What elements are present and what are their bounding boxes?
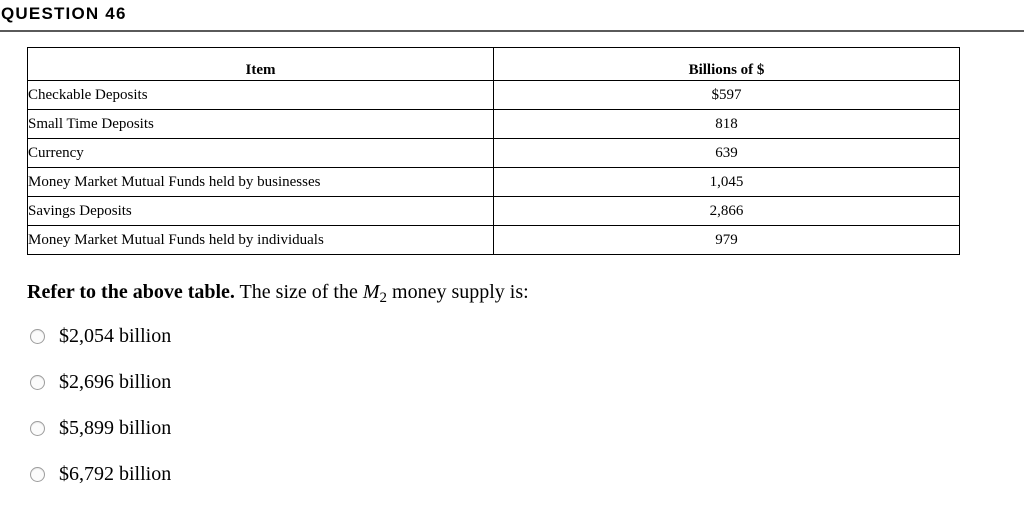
question-title: QUESTION 46 bbox=[1, 4, 127, 23]
radio-button[interactable] bbox=[30, 467, 45, 482]
radio-button[interactable] bbox=[30, 329, 45, 344]
header-item: Item bbox=[28, 48, 494, 81]
question-prompt bbox=[27, 281, 529, 307]
row-item: Checkable Deposits bbox=[28, 81, 494, 110]
answer-option[interactable] bbox=[30, 415, 171, 441]
table-row bbox=[28, 110, 960, 139]
table-header-row bbox=[28, 48, 960, 81]
header-value: Billions of $ bbox=[494, 48, 960, 81]
answer-label: $6,792 billion bbox=[59, 462, 172, 485]
row-value: 2,866 bbox=[494, 197, 960, 226]
prompt-text-before: The size of the bbox=[234, 281, 363, 303]
table-row bbox=[28, 168, 960, 197]
row-value: 979 bbox=[494, 226, 960, 255]
prompt-variable: $M_2$ bbox=[362, 281, 388, 306]
table-row bbox=[28, 139, 960, 168]
question-header bbox=[0, 0, 1024, 32]
row-item: Small Time Deposits bbox=[28, 110, 494, 139]
radio-button[interactable] bbox=[30, 421, 45, 436]
table-row bbox=[28, 226, 960, 255]
row-item: Savings Deposits bbox=[28, 197, 494, 226]
answer-label: $5,899 billion bbox=[59, 416, 172, 439]
row-value: $597 bbox=[494, 81, 960, 110]
answer-option[interactable] bbox=[30, 369, 171, 395]
table-row bbox=[28, 197, 960, 226]
radio-button[interactable] bbox=[30, 375, 45, 390]
answer-label: $2,696 billion bbox=[59, 370, 172, 393]
answer-label: $2,054 billion bbox=[59, 324, 172, 347]
row-item: Currency bbox=[28, 139, 494, 168]
answer-option[interactable] bbox=[30, 461, 171, 487]
row-value: 1,045 bbox=[494, 168, 960, 197]
row-item: Money Market Mutual Funds held by businesses bbox=[28, 168, 494, 197]
row-item: Money Market Mutual Funds held by individuals bbox=[28, 226, 494, 255]
row-value: 818 bbox=[494, 110, 960, 139]
prompt-lead: Refer to the above table. bbox=[27, 281, 235, 303]
data-table bbox=[27, 47, 960, 255]
answer-option[interactable] bbox=[30, 323, 171, 349]
prompt-text-after: money supply is: bbox=[387, 281, 529, 303]
table-row bbox=[28, 81, 960, 110]
row-value: 639 bbox=[494, 139, 960, 168]
prompt-subscript: 2 bbox=[379, 290, 388, 306]
